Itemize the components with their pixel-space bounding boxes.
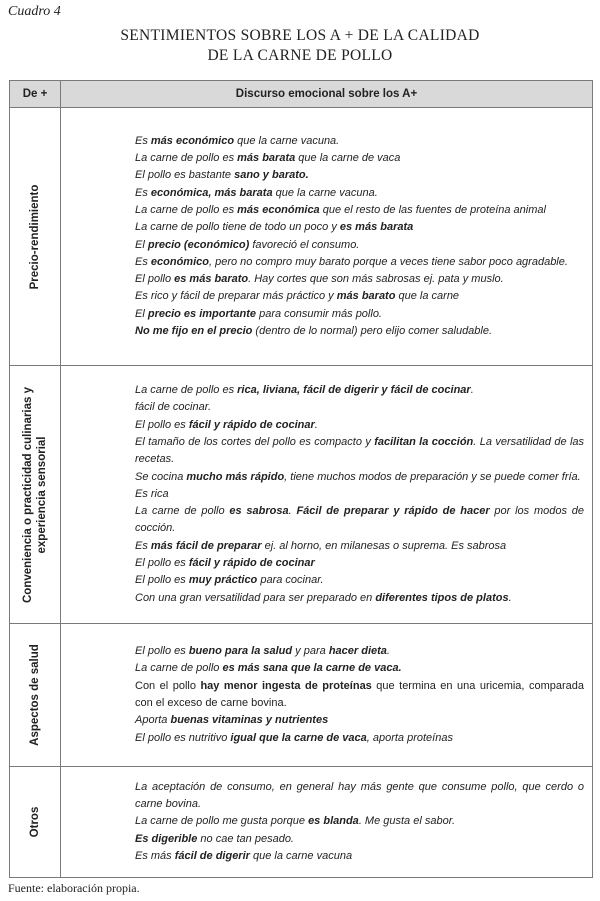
discourse-segment: muy práctico xyxy=(188,574,258,587)
discourse-line xyxy=(135,572,584,589)
discourse-segment: Es xyxy=(135,255,151,268)
discourse-segment: . xyxy=(508,591,512,604)
discourse-line xyxy=(135,150,584,167)
discourse-segment: es sabrosa xyxy=(229,505,289,518)
discourse-segment: no cae tan pesado. xyxy=(197,832,294,845)
discourse-line xyxy=(135,831,584,848)
discourse-segment: . xyxy=(470,384,474,397)
discourse-segment: , pero no compro muy barato porque a veces tiene sabor poco agradable. xyxy=(208,255,568,268)
category-cell xyxy=(10,624,61,767)
discourse-segment: precio (económico) xyxy=(147,238,250,251)
discourse-segment: que la carne vacuna. xyxy=(234,134,340,147)
table-title-line-1: SENTIMIENTOS SOBRE LOS A + DE LA CALIDAD xyxy=(120,27,480,44)
discourse-segment: sano y barato. xyxy=(234,169,309,182)
discourse-segment: . La versatilidad de las recetas. xyxy=(135,435,585,466)
discourse-segment: para consumir más pollo. xyxy=(256,307,382,320)
discourse-segment: El tamaño de los cortes del pollo es compacto y xyxy=(135,435,375,448)
discourse-cell xyxy=(61,767,593,878)
category-label-line: experiencia sensorial xyxy=(36,436,48,553)
category-label-line: Otros xyxy=(29,806,41,838)
category-cell xyxy=(10,366,61,624)
discourse-line xyxy=(135,202,584,219)
discourse-cell xyxy=(61,108,593,366)
discourse-segment: precio es importante xyxy=(147,307,257,320)
discourse-segment: más barata xyxy=(237,152,296,165)
discourse-segment: Es más xyxy=(135,849,175,862)
table-header-row xyxy=(10,81,593,108)
discourse-segment: es más barata xyxy=(339,221,414,234)
discourse-line xyxy=(135,712,584,729)
discourse-segment: fácil y rápido de cocinar xyxy=(188,418,315,431)
discourse-line xyxy=(135,133,584,150)
discourse-segment: (dentro de lo normal) pero elijo comer saludable. xyxy=(252,324,493,337)
discourse-segment: buenas vitaminas y nutrientes xyxy=(170,714,329,727)
discourse-segment: por los modos de cocción. xyxy=(135,505,585,535)
discourse-cell xyxy=(61,624,593,767)
discourse-line xyxy=(135,486,584,503)
category-label xyxy=(21,386,49,602)
table-title-line-2: DE LA CARNE DE POLLO xyxy=(207,47,393,64)
discourse-line xyxy=(135,219,584,236)
discourse-segment: La carne de pollo xyxy=(135,662,223,675)
discourse-segment: más barato xyxy=(336,290,396,303)
discourse-segment: es más barato xyxy=(174,273,249,286)
discourse-segment: hacer dieta xyxy=(328,645,387,658)
discourse-cell xyxy=(61,366,593,624)
discourse-segment: que la carne de vaca xyxy=(295,152,401,165)
discourse-segment: Fácil de preparar y rápido de hacer xyxy=(296,505,490,518)
discourse-segment: Es xyxy=(135,186,151,199)
category-label xyxy=(28,184,42,289)
discourse-segment: La carne de pollo es xyxy=(135,152,238,165)
discourse-line xyxy=(135,779,584,814)
discourse-line xyxy=(135,288,584,305)
discourse-segment: fácil de cocinar. xyxy=(135,401,212,414)
table-title xyxy=(0,26,600,66)
discourse-segment: Aporta xyxy=(135,714,171,727)
category-label-line: Precio-rendimiento xyxy=(29,184,41,289)
discourse-segment: más económico xyxy=(150,134,235,147)
discourse-segment: Con el pollo xyxy=(135,679,201,692)
discourse-line xyxy=(135,185,584,202)
discourse-line xyxy=(135,538,584,555)
discourse-segment: . Me gusta el sabor. xyxy=(358,815,456,828)
discourse-segment: . Hay cortes que son más sabrosas ej. pata y muslo. xyxy=(248,273,504,286)
discourse-segment: No me fijo en el precio xyxy=(135,324,253,337)
discourse-segment: El xyxy=(135,238,148,251)
discourse-segment: El pollo es nutritivo xyxy=(135,731,231,744)
discourse-segment: fácil y rápido de cocinar xyxy=(188,557,315,570)
discourse-segment: El pollo xyxy=(135,273,175,286)
discourse-segment: El pollo es bastante xyxy=(135,169,235,182)
discourse-line xyxy=(135,503,584,538)
discourse-line xyxy=(135,813,584,830)
category-label-line: Conveniencia o practicidad culinarias y xyxy=(22,386,34,603)
source-note: Fuente: elaboración propia. xyxy=(8,881,140,895)
discourse-segment: y para xyxy=(292,645,329,658)
discourse-line xyxy=(135,237,584,254)
discourse-segment: es más sana que la carne de vaca. xyxy=(222,662,402,675)
discourse-segment: facilitan la cocción xyxy=(374,435,474,448)
discourse-segment: bueno para la salud xyxy=(188,645,293,658)
discourse-segment: mucho más rápido xyxy=(186,470,285,483)
discourse-segment: El pollo es xyxy=(135,557,189,570)
discourse-segment: hay menor ingesta de proteínas xyxy=(200,679,372,692)
discourse-line xyxy=(135,848,584,865)
sentiment-table xyxy=(9,80,593,878)
discourse-segment: La aceptación de consumo, en general hay más gente que consume pollo, que cerdo o carne bovina. xyxy=(135,780,584,811)
discourse-segment: El xyxy=(135,307,148,320)
table-caption: Cuadro 4 xyxy=(8,4,61,19)
discourse-segment: Es rico y fácil de preparar más práctico y xyxy=(135,290,337,303)
discourse-line xyxy=(135,660,584,677)
discourse-segment: que la carne xyxy=(395,290,460,303)
discourse-segment: diferentes tipos de platos xyxy=(375,591,509,604)
discourse-line xyxy=(135,678,584,713)
discourse-segment: para cocinar. xyxy=(257,574,324,587)
category-label-line: Aspectos de salud xyxy=(29,644,41,746)
discourse-line xyxy=(135,434,584,469)
discourse-line xyxy=(135,271,584,288)
discourse-segment: que la carne vacuna. xyxy=(272,186,378,199)
discourse-segment: es blanda xyxy=(308,815,359,828)
table-row xyxy=(10,624,593,767)
category-label xyxy=(28,644,42,746)
discourse-segment: que el resto de las fuentes de proteína animal xyxy=(319,203,546,216)
header-category: De + xyxy=(10,81,61,108)
discourse-segment: económica, más barata xyxy=(150,186,273,199)
discourse-line xyxy=(135,417,584,434)
discourse-segment: , aporta proteínas xyxy=(366,731,453,744)
discourse-segment: El pollo es xyxy=(135,418,189,431)
discourse-line xyxy=(135,167,584,184)
discourse-line xyxy=(135,399,584,416)
discourse-line xyxy=(135,323,584,340)
discourse-segment: Se cocina xyxy=(135,470,187,483)
discourse-segment: La carne de pollo es xyxy=(135,384,238,397)
discourse-segment: Es xyxy=(135,539,151,552)
discourse-segment: Es rica xyxy=(135,487,169,500)
discourse-segment: , tiene muchos modos de preparación y se puede comer fría. xyxy=(284,470,581,483)
discourse-segment: fácil de digerir xyxy=(174,849,250,862)
discourse-segment: más fácil de preparar xyxy=(150,539,262,552)
discourse-segment: rica, liviana, fácil de digerir y fácil de cocinar xyxy=(237,384,471,397)
discourse-line xyxy=(135,555,584,572)
discourse-segment: La carne de pollo xyxy=(135,505,230,518)
discourse-line xyxy=(135,730,584,747)
table-row xyxy=(10,767,593,878)
category-label xyxy=(28,807,42,838)
discourse-segment: Es digerible xyxy=(135,832,198,845)
discourse-line xyxy=(135,382,584,399)
table-row xyxy=(10,366,593,624)
header-discourse: Discurso emocional sobre los A+ xyxy=(61,81,593,108)
discourse-segment: . xyxy=(288,505,297,518)
discourse-segment: El pollo es xyxy=(135,645,189,658)
discourse-segment: favoreció el consumo. xyxy=(249,238,360,251)
discourse-line xyxy=(135,469,584,486)
discourse-segment: La carne de pollo tiene de todo un poco y xyxy=(135,221,340,234)
discourse-line xyxy=(135,643,584,660)
discourse-segment: La carne de pollo es xyxy=(135,203,238,216)
discourse-segment: El pollo es xyxy=(135,574,189,587)
discourse-line xyxy=(135,590,584,607)
discourse-segment: ej. al horno, en milanesas o suprema. Es sabrosa xyxy=(261,539,507,552)
discourse-line xyxy=(135,306,584,323)
discourse-segment: que la carne vacuna xyxy=(249,849,353,862)
discourse-segment: Con una gran versatilidad para ser preparado en xyxy=(135,591,376,604)
table-row xyxy=(10,108,593,366)
discourse-segment: . xyxy=(314,418,318,431)
discourse-segment: Es xyxy=(135,134,151,147)
discourse-segment: que termina en una uricemia, comparada con el exceso de carne bovina. xyxy=(135,679,584,709)
category-cell xyxy=(10,108,61,366)
discourse-segment: . xyxy=(386,645,390,658)
discourse-line xyxy=(135,254,584,271)
discourse-segment: económico xyxy=(150,255,209,268)
category-cell xyxy=(10,767,61,878)
discourse-segment: más económica xyxy=(237,203,320,216)
discourse-segment: La carne de pollo me gusta porque xyxy=(135,815,309,828)
discourse-segment: igual que la carne de vaca xyxy=(230,731,367,744)
